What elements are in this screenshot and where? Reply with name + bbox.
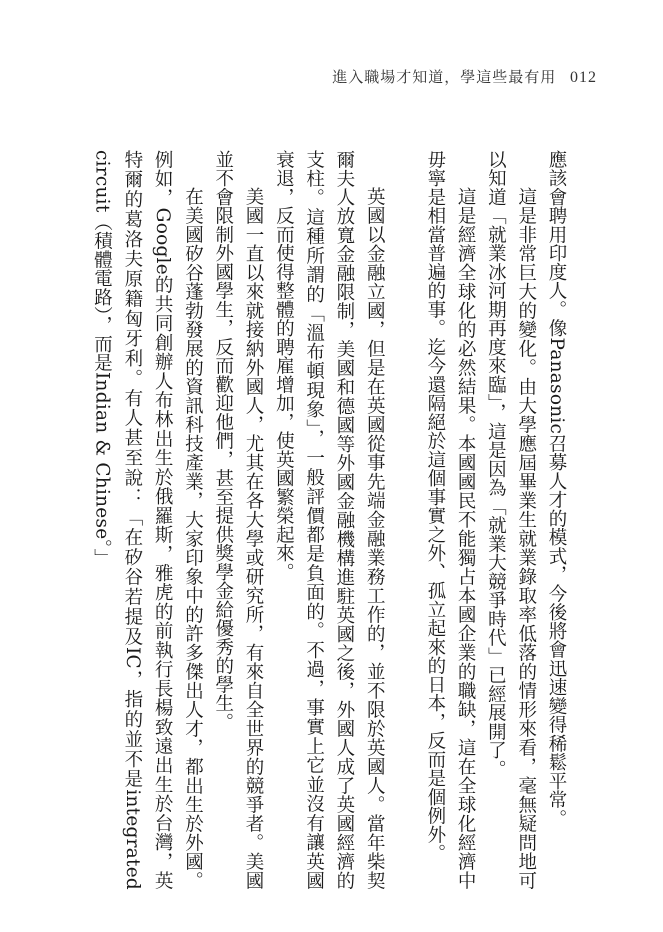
paragraph-4: 英國以金融立國，但是在英國從事先端金融業務工作的，並不限於英國人。當年柴契爾夫人放寬金融限制，美國和德國等外國金融機構進駐英國之後，外國人成了英國經濟的支柱。這種所謂的「溫布頓現象」，一般評價都是負面的。不過，事實上它並沒有讓英國衰退，反而使得整體的聘雇增加，使英國繁榮起來。 [273, 150, 386, 890]
page-number: 012 [570, 69, 597, 86]
paragraph-6: 在美國矽谷蓬勃發展的資訊科技產業，大家印象中的許多傑出人才，都出生於外國。例如，Google的共同創辦人布林出生於俄羅斯，雅虎的前執行長楊致遠出生於台灣，英特爾的葛洛夫原籍匈牙利。有人甚至說：「在矽谷若提及IC，指的並不是integrated circuit（積體電路），而是Indian & Chinese。」 [91, 150, 204, 890]
paragraph-1: 應該會聘用印度人。像Panasonic召募人才的模式，今後將會迅速變得稀鬆平常。 [546, 150, 567, 828]
vertical-body-text [71, 150, 571, 890]
paragraph-3: 這是經濟全球化的必然結果。本國國民不能獨占本國企業的職缺，這在全球化經濟中毋寧是相當普遍的事。迄今還隔絕於這個事實之外、孤立起來的日本，反而是個例外。 [424, 150, 477, 890]
running-header [332, 66, 597, 87]
paragraph-2: 這是非常巨大的變化。由大學應屆畢業生就業錄取率低落的情形來看，毫無疑問地可以知道「就業冰河期再度來臨」，這是因為「就業大競爭時代」已經展開了。 [485, 150, 537, 890]
chapter-title: 進入職場才知道，學這些最有用 [332, 68, 557, 86]
paragraph-5: 美國一直以來就接納外國人，尤其在各大學或研究所，有來自全世界的競爭者。美國並不會限制外國學生，反而歡迎他們，甚至提供獎學金給優秀的學生。 [212, 150, 265, 890]
